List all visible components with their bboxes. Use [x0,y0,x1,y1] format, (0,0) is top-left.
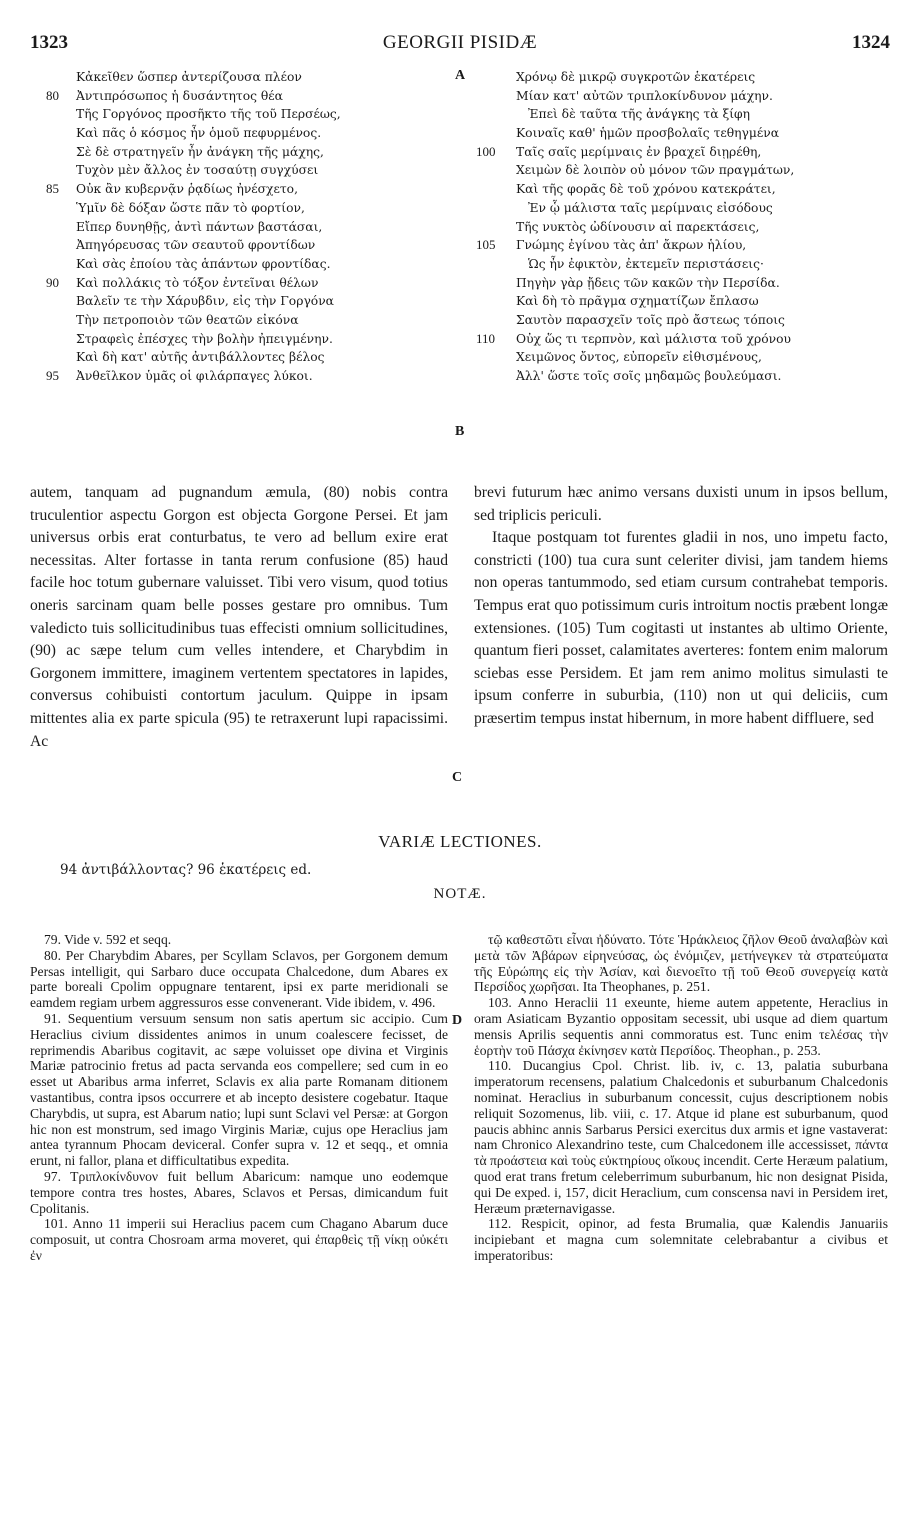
page-number-right: 1324 [852,32,890,53]
verse-text: Καὶ δὴ κατ' αὐτῆς ἀντιβάλλοντες βέλος [76,350,325,365]
paragraph: 101. Anno 11 imperii sui Heraclius pacem cum Chagano Abarum duce composuit, ut contra Chosroam arma moveret, qui ἐπαρθεὶς τῇ νίκῃ οὐκέτι ἐν [30,1216,448,1263]
verse-text: Ὡς ἦν ἐφικτὸν, ἐκτεμεῖν περιστάσεις· [528,256,764,271]
paragraph: 91. Sequentium versuum sensum non satis apertum sic accipio. Cum Heraclius civium dissidentes animos in unum coalescere fecisset, de reprimendis Abaribus cogitavit, ac sæpe voluisset ope divina et Virginis Mariæ patrocinio fretus ad pacta servanda eos compellere; sed cum in eo esset ut Abaribus arma inferret, Sclavis ex alia parte Romanam ditionem vastantibus, contra ipsos occurrere et ab incepto desistere cogebatur. Itaque Charybdis, ut supra, est Abarum natio; lupi sunt Sclavi vel Persæ: at Gorgon hic non est monstrum, sed imago Virginis Mariæ, cujus ope Heraclius jam antea tyrannum Phocam deviceral. Confer supra v. 12 et seqq., et omnia erunt, ni fallor, plana et difficultatibus expedita. [30,1010,448,1169]
variae-lectiones-text: 94 ἀντιβάλλοντας? 96 ἑκατέρεις ed. [60,862,312,878]
verse-text: Ταῖς σαῖς μερίμναις ἐν βραχεῖ διῃρέθη, [516,144,762,159]
verse-line [48,143,448,162]
verse-line [478,218,888,237]
margin-marker-a: A [455,68,466,83]
verse-line [478,330,888,349]
verse-text: Χρόνῳ δὲ μικρῷ συγκροτῶν ἑκατέρεις [516,70,756,84]
verse-line [478,311,888,330]
verse-text: Ὑμῖν δὲ δόξαν ὥστε πᾶν τὸ φορτίον, [76,200,305,215]
verse-text: Τὴν πετροποιὸν τῶν θεατῶν εἰκόνα [76,312,299,327]
verse-line [48,105,448,124]
page-header [30,32,890,60]
verse-text: Καὶ πᾶς ὁ κόσμος ἦν ὁμοῦ πεφυρμένος. [76,126,322,141]
verse-line [48,367,448,386]
verse-line [48,124,448,143]
verse-text: Σαυτὸν παρασχεῖν τοῖς πρὸ ἄστεως τόποις [516,312,785,327]
paragraph: 103. Anno Heraclii 11 exeunte, hieme autem appetente, Heraclius in oram Asiaticam Byzantio oppositam secessit, ubi usque ad diem quartum mensis Aprilis sequentis anni commoratus est. Tunc enim τελέσας τὴν ἑορτὴν τοῦ Πάσχα ἐκίνησεν κατὰ Περσίδος. Theophan., p. 253. [474,995,888,1058]
notes-column-left [30,932,448,1264]
verse-line [48,348,448,367]
verse-text: Βαλεῖν τε τὴν Χάρυβδιν, εἰς τὴν Γοργόνα [76,294,334,309]
greek-verse-left [48,68,448,386]
verse-line [48,292,448,311]
greek-verse-right [478,68,888,386]
verse-line [478,292,888,311]
paragraph: Itaque postquam tot furentes gladii in nos, uno impetu facto, constricti (100) tua cura sunt celeriter divisi, jam tandem hiems non operas tantummodo, sed etiam cursum contrahebat temporis. Tempus erat quo potissimum curis introitum noctis præbent longæ extensiones. (105) Tum cogitasti ut instantes ab ultimo Oriente, quantum fieri posset, calamitates averteres: fontem enim malorum sciebas esse Persidem. Et jam rem animo molitus simulasti te ipsum conferre in suburbia, (110) non ut qui deliciis, cum præsertim tempus instat hibernum, in more habent diffluere, sed [474,529,888,727]
verse-line [478,348,888,367]
verse-line [48,218,448,237]
verse-text: Ἀλλ' ὥστε τοῖς σοῖς μηδαμῶς βουλεύμασι. [516,369,782,383]
verse-text: Γνώμης ἐγίνου τὰς ἀπ' ἄκρων ἡλίου, [516,238,747,253]
notes-column-right [474,932,888,1264]
paragraph: autem, tanquam ad pugnandum æmula, (80) nobis contra truculentior aspectu Gorgon est objecta Gorgone Persei. Et jam universus orbis erat conturbatus, te vero ad bellum exire erat necessitas. Alter fortasse in tanta rerum confusione (85) haud facile hoc totum gubernare valuisset. Tibi vero visum, quod totius oneris sarcinam quam belle posses gestare pro omnibus. Tum valedicto tuis sollicitudinibus tuas effecisti omnium sollicitudines, (90) ac sæpe telum cum velles intendere, et Charybdim in Gorgonem immittere, imaginem vertentem spectatores in lapides, conversus cohibuisti contortum jaculum. Quippe in ipsam mittentes alia ex parte spicula (95) te retraxerunt lupi rapacissimi. Ac [30,484,448,750]
verse-text: Καὶ τῆς φορᾶς δὲ τοῦ χρόνου κατεκράτει, [516,182,776,197]
verse-line [478,161,888,180]
verse-text: Καὶ δὴ τὸ πρᾶγμα σχηματίζων ἔπλασω [516,294,759,309]
verse-line [48,199,448,218]
variae-lectiones-heading: VARIÆ LECTIONES. [378,832,542,851]
latin-translation-left [30,482,448,753]
verse-text: Τῆς Γοργόνος προσῆκτο τῆς τοῦ Περσέως, [76,107,341,122]
paragraph: 80. Per Charybdim Abares, per Scyllam Sclavos, per Gorgonem demum Persas intelligit, qui Sarbaro duce occupata Chalcedone, dum Abares ex parte boreali Cpolim oppugnare tentarent, ipsi ex parte meridionali se eamdem regiam urbem aggressuros esse convenerant. Vide ibidem, v. 496. [30,947,448,1011]
verse-text: Καὶ σὰς ἐποίου τὰς ἁπάντων φροντίδας. [76,256,331,271]
verse-line [478,143,888,162]
verse-text: Εἴπερ δυνηθῇς, ἀντὶ πάντων βαστάσαι, [76,219,323,234]
paragraph: 79. Vide v. 592 et seqq. [44,932,172,947]
verse-line [478,367,888,386]
verse-line [48,255,448,274]
verse-text: Ἐν ᾧ μάλιστα ταῖς μερίμναις εἰσόδους [528,200,773,215]
verse-text: Κοιναῖς καθ' ἡμῶν προσβολαῖς τεθηγμένα [516,126,780,141]
margin-marker-d: D [452,1013,463,1028]
margin-marker-b: B [455,424,465,439]
verse-number: 95 [46,368,59,383]
verse-text: Ἐπεὶ δὲ ταῦτα τῆς ἀνάγκης τὰ ξίφη [528,107,751,122]
verse-line [478,180,888,199]
verse-text: Στραφεὶς ἐπέσχες τὴν βολὴν ἠπειγμένην. [76,331,333,346]
verse-text: Οὐκ ἂν κυβερνᾷν ῥᾳδίως ἠνέσχετο, [76,182,298,197]
verse-number: 100 [476,143,496,159]
verse-text: Χειμὼν δὲ λοιπὸν οὐ μόνον τῶν πραγμάτων, [516,163,795,178]
verse-line [478,105,888,124]
verse-text: Σὲ δὲ στρατηγεῖν ἦν ἀνάγκη τῆς μάχης, [76,144,324,159]
verse-line [48,161,448,180]
verse-number: 80 [46,87,59,103]
verse-line [48,87,448,106]
verse-text: Τῆς νυκτὸς ὠδίνουσιν αἱ παρεκτάσεις, [516,219,760,234]
verse-line [478,68,888,87]
paragraph: brevi futurum hæc animo versans duxisti unum in ipsos bellum, sed triplicis periculi. [474,484,888,524]
verse-text: Οὐχ ὥς τι τερπνὸν, καὶ μάλιστα τοῦ χρόνου [516,331,791,346]
notae-heading: NOTÆ. [433,886,487,902]
verse-line [478,274,888,293]
verse-text: Πηγὴν γὰρ ᾔδεις τῶν κακῶν τὴν Περσίδα. [516,275,780,290]
verse-number: 85 [46,181,59,197]
verse-text: Καὶ πολλάκις τὸ τόξον ἐντεῖναι θέλων [76,275,319,290]
verse-line [478,87,888,106]
verse-line [478,199,888,218]
verse-number: 110 [476,330,496,346]
verse-text: Μίαν κατ' αὐτῶν τριπλοκίνδυνον μάχην. [516,88,773,103]
verse-line [478,255,888,274]
verse-line [48,180,448,199]
page-number-left: 1323 [30,32,68,53]
margin-marker-c: C [452,770,463,785]
verse-line [48,236,448,255]
paragraph: τῷ καθεστῶτι εἶναι ἠδύνατο. Τότε Ἡράκλειος ζῆλον Θεοῦ ἀναλαβὼν καὶ μετὰ τῶν Ἀβάρων εἰρηνεύσας, ὡς ἐνόμιζεν, μετήνεγκεν τὰ στρατεύματα τῆς Εὐρώπης εἰς τὴν Ἀσίαν, καὶ διενοεῖτο τῇ τοῦ Θεοῦ συνεργείᾳ κατὰ Περσίδος χωρῆσαι. Ita Theophanes, p. 251. [474,932,888,995]
verse-text: Ἀπηγόρευσας τῶν σεαυτοῦ φροντίδων [76,238,316,253]
verse-number: 105 [476,237,496,253]
verse-text: Κἀκεῖθεν ὥσπερ ἀντερίζουσα πλέον [76,70,302,84]
verse-text: Ἀνθεῖλκον ὑμᾶς οἱ φιλάρπαγες λύκοι. [76,369,313,383]
paragraph: 97. Τριπλοκίνδυνον fuit bellum Abaricum: namque uno eodemque tempore contra tres hostes, Abares, Sclavos et Persas, dimicandum fuit Cpolitanis. [30,1168,448,1216]
verse-number: 90 [46,274,59,290]
verse-text: Ἀντιπρόσωπος ἡ δυσάντητος θέα [76,88,283,103]
running-title: GEORGII PISIDÆ [382,32,538,53]
paragraph: 112. Respicit, opinor, ad festa Brumalia, quæ Kalendis Januariis incipiebant et magna cum solemnitate celebrabantur a civibus et imperatoribus: [474,1216,888,1263]
verse-text: Τυχὸν μὲν ἄλλος ἐν τοσαύτῃ συγχύσει [76,163,319,178]
verse-line [48,311,448,330]
verse-line [48,274,448,293]
verse-line [48,330,448,349]
verse-line [48,68,448,87]
verse-line [478,236,888,255]
verse-line [478,124,888,143]
verse-text: Χειμῶνος ὄντος, εὐπορεῖν εἰθισμένους, [516,350,762,365]
paragraph: 110. Ducangius Cpol. Christ. lib. iv, c. 13, palatia suburbana imperatorum recensens, palatium Chalcedonis et suburbanum Chalcedonis nominat. Heraclius in suburbanum concessit, cujus descriptionem nobis reliquit Sozomenus, lib. viii, c. 17. Atque id plane est suburbanum, quod paucis abhinc annis Sarbarus Persici exercitus dux armis et igne vastaverat: nam Chronico Alexandrino teste, cum Chalcedonem ille accessisset, πάντα τὰ προάστεια καὶ τοὺς εὐκτηρίους οἴκους incendit. Certe Heræum palatium, quod erat trans fretum celeberrimum suburbanum, hic non designat Pisida, qui De exped. i, 157, dicit Heraclium, cum conscensa navi in Persidem iret, Heræum præternavigasse. [474,1058,888,1216]
latin-translation-right [474,482,888,731]
